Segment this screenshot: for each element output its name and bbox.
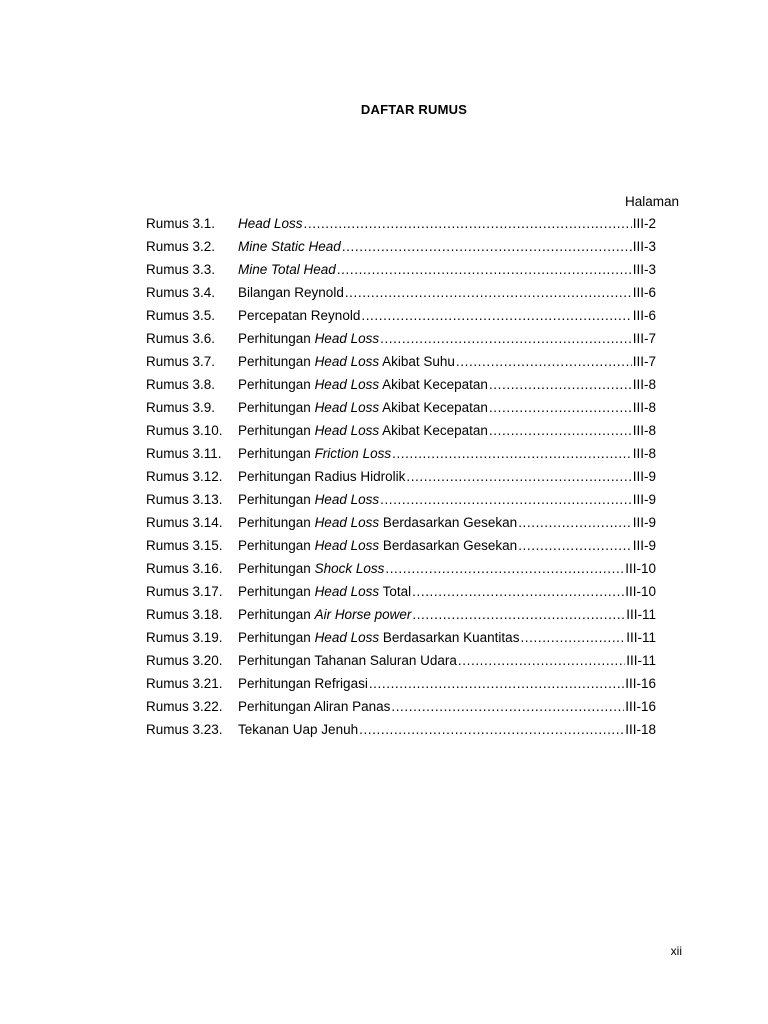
dot-leader [518, 538, 632, 553]
formula-title-part: Tekanan Uap Jenuh [238, 722, 359, 737]
formula-number: Rumus 3.14. [146, 515, 223, 530]
formula-entry [146, 515, 656, 538]
dot-leader [359, 722, 624, 737]
formula-number: Rumus 3.6. [146, 331, 216, 346]
formula-title-part: Head Loss [314, 492, 380, 507]
formula-title-part: Head Loss [314, 630, 380, 645]
formula-entry [146, 262, 656, 285]
formula-page: III-11 [626, 630, 656, 645]
formula-title [238, 216, 303, 231]
formula-entry [146, 722, 656, 745]
formula-entry [146, 538, 656, 561]
formula-entry [146, 239, 656, 262]
formula-title [238, 354, 455, 369]
formula-title [238, 676, 368, 691]
formula-number: Rumus 3.4. [146, 285, 216, 300]
dot-leader [385, 561, 624, 576]
formula-page: III-3 [632, 239, 656, 254]
dot-leader [380, 331, 632, 346]
formula-title-part: Perhitungan [238, 331, 315, 346]
formula-title-part: Total [379, 584, 412, 599]
formula-number: Rumus 3.9. [146, 400, 216, 415]
formula-title [238, 239, 341, 254]
formula-title [238, 423, 488, 438]
dot-leader [489, 400, 632, 415]
page-column-label: Halaman [624, 194, 679, 209]
formula-title-part: Perhitungan [238, 400, 315, 415]
formula-page: III-8 [632, 423, 656, 438]
formula-number: Rumus 3.7. [146, 354, 216, 369]
formula-number: Rumus 3.18. [146, 607, 223, 622]
formula-entry [146, 331, 656, 354]
formula-title [238, 285, 344, 300]
formula-number: Rumus 3.21. [146, 676, 223, 691]
dot-leader [304, 216, 632, 231]
formula-title-part: Akibat Kecepatan [379, 377, 488, 392]
formula-title-part: Friction Loss [314, 446, 392, 461]
formula-page: III-7 [632, 331, 656, 346]
formula-number: Rumus 3.15. [146, 538, 223, 553]
formula-entry [146, 584, 656, 607]
formula-page: III-3 [632, 262, 656, 277]
dot-leader [406, 469, 631, 484]
formula-number: Rumus 3.5. [146, 308, 216, 323]
dot-leader [518, 515, 632, 530]
formula-number: Rumus 3.8. [146, 377, 216, 392]
formula-number: Rumus 3.22. [146, 699, 223, 714]
formula-title [238, 377, 488, 392]
formula-title [238, 653, 457, 668]
formula-number: Rumus 3.3. [146, 262, 216, 277]
formula-number: Rumus 3.17. [146, 584, 223, 599]
formula-title-part: Berdasarkan Gesekan [379, 515, 518, 530]
formula-page: III-16 [625, 699, 656, 714]
formula-title [238, 515, 517, 530]
formula-page: III-10 [625, 561, 656, 576]
dot-leader [412, 584, 624, 599]
formula-page: III-6 [632, 308, 656, 323]
formula-number: Rumus 3.20. [146, 653, 223, 668]
formula-number: Rumus 3.13. [146, 492, 223, 507]
formula-title-part: Berdasarkan Gesekan [379, 538, 518, 553]
formula-page: III-11 [626, 607, 656, 622]
formula-title-part: Head Loss [314, 423, 380, 438]
formula-title-part: Perhitungan Aliran Panas [238, 699, 391, 714]
formula-title-part: Akibat Kecepatan [379, 400, 488, 415]
formula-title-part: Perhitungan [238, 515, 315, 530]
formula-number: Rumus 3.10. [146, 423, 223, 438]
formula-list [146, 216, 656, 745]
formula-title [238, 492, 379, 507]
formula-entry [146, 423, 656, 446]
formula-title-part: Akibat Kecepatan [379, 423, 488, 438]
formula-title [238, 722, 358, 737]
dot-leader [391, 699, 624, 714]
formula-number: Rumus 3.11. [146, 446, 222, 461]
formula-page: III-11 [626, 653, 656, 668]
dot-leader [392, 446, 632, 461]
formula-entry [146, 377, 656, 400]
formula-entry [146, 630, 656, 653]
formula-page: III-9 [632, 469, 656, 484]
formula-page: III-9 [632, 492, 656, 507]
formula-title-part: Perhitungan Refrigasi [238, 676, 368, 691]
formula-entry [146, 607, 656, 630]
formula-entry [146, 469, 656, 492]
formula-number: Rumus 3.12. [146, 469, 223, 484]
formula-title-part: Perhitungan [238, 446, 315, 461]
page-number: xii [670, 944, 682, 958]
formula-title-part: Percepatan Reynold [238, 308, 361, 323]
formula-page: III-10 [625, 584, 656, 599]
formula-page: III-8 [632, 377, 656, 392]
formula-title [238, 446, 391, 461]
formula-title [238, 400, 488, 415]
dot-leader [412, 607, 625, 622]
formula-title-part: Mine Total Head [238, 262, 336, 277]
formula-title-part: Bilangan Reynold [238, 285, 344, 300]
formula-page: III-6 [632, 285, 656, 300]
formula-title-part: Mine Static Head [238, 239, 341, 254]
formula-number: Rumus 3.2. [146, 239, 216, 254]
formula-title [238, 538, 517, 553]
formula-page: III-16 [625, 676, 656, 691]
formula-page: III-8 [632, 400, 656, 415]
formula-title-part: Head Loss [314, 515, 380, 530]
formula-title-part: Head Loss [314, 354, 380, 369]
formula-entry [146, 492, 656, 515]
formula-entry [146, 653, 656, 676]
dot-leader [456, 354, 632, 369]
dot-leader [369, 676, 624, 691]
formula-page: III-2 [632, 216, 656, 231]
formula-entry [146, 216, 656, 239]
dot-leader [380, 492, 632, 507]
formula-title-part: Perhitungan [238, 377, 315, 392]
dot-leader [345, 285, 632, 300]
dot-leader [489, 377, 632, 392]
formula-page: III-9 [632, 538, 656, 553]
formula-page: III-7 [632, 354, 656, 369]
formula-title-part: Head Loss [314, 584, 380, 599]
formula-title-part: Perhitungan [238, 630, 315, 645]
formula-title-part: Perhitungan [238, 354, 315, 369]
formula-title-part: Perhitungan [238, 423, 315, 438]
page-title: DAFTAR RUMUS [360, 102, 468, 117]
formula-title [238, 331, 379, 346]
formula-entry [146, 354, 656, 377]
dot-leader [361, 308, 631, 323]
formula-number: Rumus 3.19. [146, 630, 223, 645]
dot-leader [342, 239, 632, 254]
formula-title-part: Shock Loss [314, 561, 385, 576]
formula-number: Rumus 3.16. [146, 561, 223, 576]
formula-title-part: Head Loss [314, 377, 380, 392]
dot-leader [520, 630, 625, 645]
formula-title-part: Air Horse power [314, 607, 412, 622]
formula-entry [146, 400, 656, 423]
dot-leader [337, 262, 632, 277]
formula-entry [146, 699, 656, 722]
formula-entry [146, 446, 656, 469]
formula-title-part: Perhitungan Tahanan Saluran Udara [238, 653, 457, 668]
formula-title-part: Head Loss [314, 400, 380, 415]
formula-page: III-8 [632, 446, 656, 461]
formula-title-part: Head Loss [238, 216, 303, 231]
formula-title-part: Berdasarkan Kuantitas [379, 630, 520, 645]
formula-title-part: Head Loss [314, 331, 380, 346]
formula-title-part: Perhitungan [238, 584, 315, 599]
formula-number: Rumus 3.1. [146, 216, 216, 231]
formula-title [238, 607, 411, 622]
formula-title [238, 630, 519, 645]
formula-title-part: Head Loss [314, 538, 380, 553]
formula-number: Rumus 3.23. [146, 722, 223, 737]
formula-title-part: Perhitungan [238, 607, 315, 622]
dot-leader [489, 423, 632, 438]
formula-title-part: Perhitungan Radius Hidrolik [238, 469, 406, 484]
formula-title-part: Akibat Suhu [379, 354, 455, 369]
formula-entry [146, 561, 656, 584]
formula-entry [146, 676, 656, 699]
formula-title [238, 262, 336, 277]
formula-entry [146, 285, 656, 308]
formula-title-part: Perhitungan [238, 492, 315, 507]
formula-title [238, 308, 360, 323]
formula-title-part: Perhitungan [238, 538, 315, 553]
formula-entry [146, 308, 656, 331]
formula-title-part: Perhitungan [238, 561, 315, 576]
dot-leader [458, 653, 625, 668]
formula-page: III-18 [625, 722, 656, 737]
formula-title [238, 561, 384, 576]
formula-page: III-9 [632, 515, 656, 530]
formula-title [238, 584, 411, 599]
formula-title [238, 469, 405, 484]
formula-title [238, 699, 390, 714]
